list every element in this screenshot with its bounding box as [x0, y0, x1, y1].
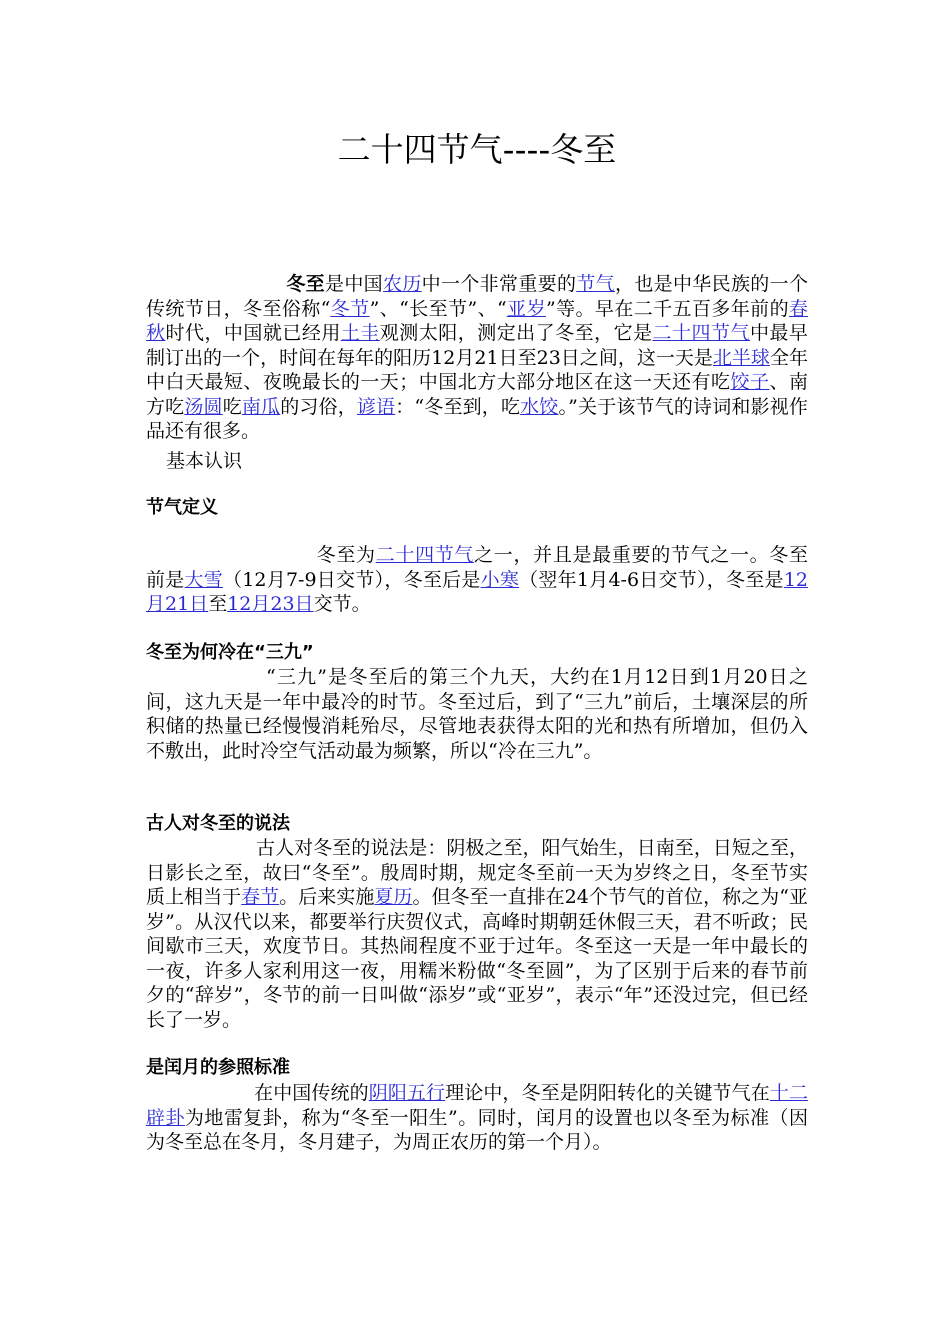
page-title: 二十四节气----冬至 [337, 130, 617, 169]
sanjiu-text: “三九”是冬至后的第三个九天，大约在1月12日到1月20日之间，这九天是一年中最冷的时节。冬至过后，到了“三九”前后，土壤深层的所积储的热量已经慢慢消耗殆尽，尽管地表获得太阳的光和热有所增加，但仍入不敷出，此时冷空气活动最为频繁，所以“冷在三九”。 [146, 666, 808, 762]
intro-text: ，也是中华民族的一个传统节日，冬至俗称“ [146, 273, 808, 320]
intro-text: 全年中白天最短、夜晚最长的一天；中国北方大部分地区在这一天还有吃 [146, 346, 808, 393]
intro-text: ：“冬至到，吃 [395, 395, 521, 418]
link-dec23[interactable]: 12月23日 [227, 593, 314, 615]
definition-text: 之一，并且是最重要的节气之一。冬至前是 [146, 544, 808, 591]
link-nangua[interactable]: 南瓜 [241, 395, 281, 418]
link-daxue[interactable]: 大雪 [184, 568, 224, 591]
link-xiaohan[interactable]: 小寒 [480, 568, 520, 591]
link-ershisi-jieqi-2[interactable]: 二十四节气 [375, 544, 475, 566]
runyue-text: 在中国传统的 [254, 1082, 369, 1104]
link-tugui[interactable]: 土圭 [340, 322, 380, 344]
link-beibanqiu[interactable]: 北半球 [712, 346, 770, 369]
link-yasui[interactable]: 亚岁 [506, 297, 546, 320]
link-ershisi-jieqi[interactable]: 二十四节气 [652, 322, 750, 344]
intro-text: 观测太阳，测定出了冬至，它是 [379, 322, 653, 344]
definition-text: 至 [208, 593, 228, 615]
link-jiaozi[interactable]: 饺子 [730, 371, 770, 393]
definition-text: 冬至为 [316, 544, 376, 566]
ancient-text: 古人对冬至的说法是：阴极之至，阳气始生，日南至，日短之至，日影长之至，故曰“冬至”。殷周时期，规定冬至前一天为岁终之日，冬至节实质上相当于 [146, 837, 808, 908]
intro-text: 中最早制订出的一个，时间在每年的阳历12月21日至23日之间，这一天是 [146, 322, 808, 369]
section-heading-definition: 节气定义 [146, 497, 218, 518]
ancient-text: 。但冬至一直排在24个节气的首位，称之为“亚岁”。从汉代以来，都要举行庆贺仪式，高峰时期朝廷休假三天，君不听政；民间歇市三天，欢度节日。其热闹程度不亚于过年。冬至这一天是一年中最长的一夜，许多人家利用这一夜，用糯米粉做“冬至圆”，为了区别于后来的春节前夕的“辞岁”，冬节的前一日叫做“添岁”或“亚岁”，表示“年”还没过完，但已经长了一岁。 [146, 886, 808, 1031]
section-heading-sanjiu: 冬至为何冷在“三九” [146, 642, 314, 663]
basic-label [146, 449, 808, 474]
definition-paragraph [146, 543, 808, 617]
link-jieqi[interactable]: 节气 [576, 273, 615, 295]
ancient-paragraph [146, 836, 808, 1032]
link-chunqiu[interactable]: 春秋 [146, 297, 809, 344]
intro-paragraph [146, 272, 808, 444]
link-shuijiao[interactable]: 水饺 [520, 395, 559, 418]
definition-text: （翌年1月4-6日交节），冬至是 [519, 568, 784, 591]
link-dec21[interactable]: 12月21日 [146, 568, 808, 615]
intro-text: 的习俗， [280, 395, 357, 418]
link-tangyuan[interactable]: 汤圆 [184, 395, 223, 418]
link-dongjie[interactable]: 冬节 [330, 297, 370, 320]
intro-text: 。”关于该节气的诗词和影视作品还有很多。 [146, 395, 808, 442]
link-yanyu[interactable]: 谚语 [356, 395, 396, 418]
runyue-text: 为地雷复卦，称为“冬至一阳生”。同时，闰月的设置也以冬至为标准（因为冬至总在冬月，冬月建子，为周正农历的第一个月）。 [146, 1106, 808, 1153]
intro-text: 时代，中国就已经用 [165, 322, 341, 344]
intro-text: ”、“长至节”、“ [369, 297, 507, 320]
runyue-text: 理论中，冬至是阴阳转化的关键节气在 [445, 1082, 770, 1104]
intro-text: ”等。早在二千五百多年前的 [545, 297, 789, 320]
intro-term: 冬至 [286, 273, 325, 295]
ancient-text: 。后来实施 [279, 886, 375, 908]
section-heading-runyue: 是闰月的参照标准 [146, 1057, 290, 1078]
link-chunjie[interactable]: 春节 [241, 886, 280, 908]
sanjiu-paragraph [146, 665, 808, 763]
runyue-paragraph [146, 1081, 808, 1155]
basic-text: 基本认识 [166, 450, 243, 472]
link-nongli[interactable]: 农历 [383, 273, 422, 295]
intro-text: 、南方吃 [146, 371, 808, 418]
section-heading-ancient: 古人对冬至的说法 [146, 813, 290, 834]
intro-text: 中一个非常重要的 [421, 273, 577, 295]
link-yinyang-wuxing[interactable]: 阴阳五行 [368, 1082, 446, 1104]
intro-text: 是中国 [325, 273, 383, 295]
definition-text: （12月7-9日交节），冬至后是 [223, 568, 481, 591]
link-shier-pigua[interactable]: 十二辟卦 [146, 1082, 808, 1129]
intro-text: 吃 [222, 395, 242, 418]
definition-text: 交节。 [313, 593, 371, 615]
link-xiali[interactable]: 夏历 [374, 886, 413, 908]
